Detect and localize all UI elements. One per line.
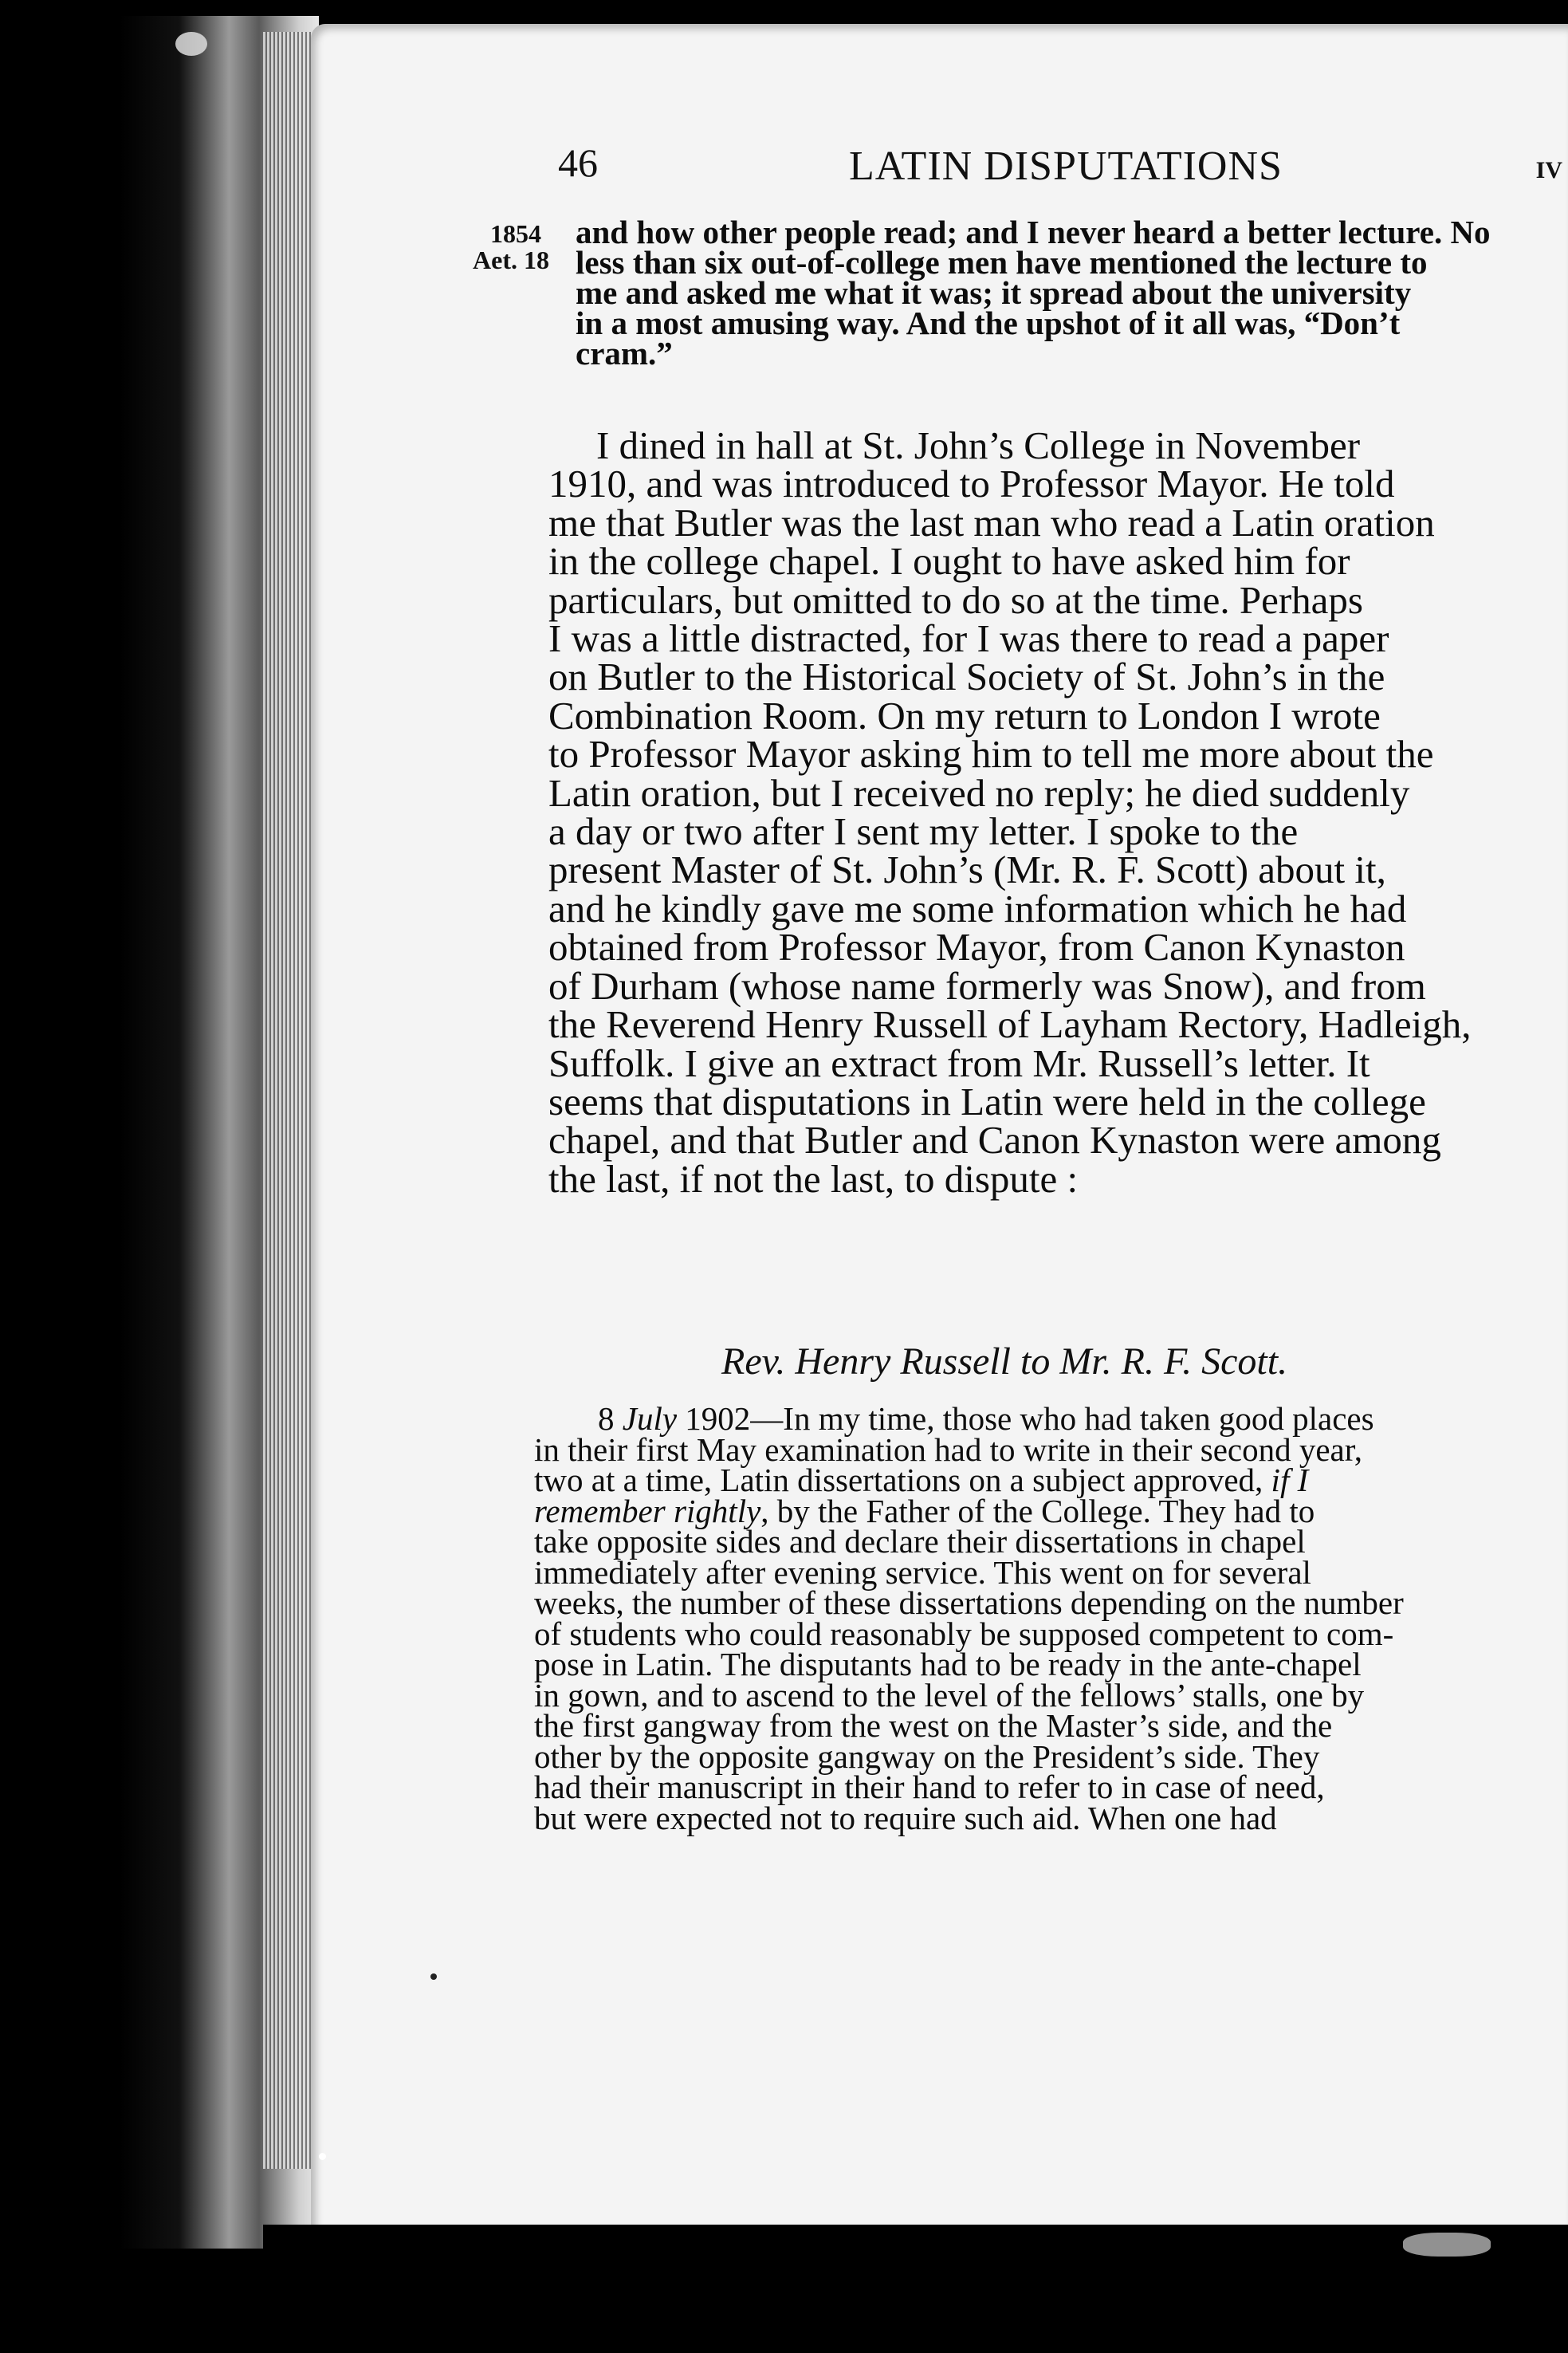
scan-artifact bbox=[175, 32, 207, 56]
paragraph-main bbox=[548, 423, 1553, 1201]
paragraph-letter bbox=[534, 1400, 1542, 1836]
text-line: the last, if not the last, to dispute : bbox=[548, 1156, 1079, 1201]
text-line: chapel, and that Butler and Canon Kynaston were among bbox=[548, 1118, 1441, 1163]
text-line: 1910, and was introduced to Professor Mayor. He told bbox=[548, 462, 1395, 506]
date-day: 8 bbox=[598, 1400, 623, 1437]
paragraph-quote-end bbox=[576, 214, 1564, 372]
text-line: cram.” bbox=[576, 335, 673, 372]
line-text: two at a time, Latin dissertations on a subject approved, bbox=[534, 1462, 1271, 1498]
text-line: weeks, the number of these dissertations depending on the number bbox=[534, 1584, 1404, 1621]
text-line bbox=[534, 1400, 1542, 1437]
text-line: on Butler to the Historical Society of St. John’s in the bbox=[548, 655, 1385, 699]
text-line: a day or two after I sent my letter. I spoke to the bbox=[548, 809, 1299, 854]
page-stack-edge bbox=[263, 32, 311, 2169]
scan-bottom-margin bbox=[263, 2225, 1568, 2353]
text-line: the Reverend Henry Russell of Layham Rectory, Hadleigh, bbox=[548, 1002, 1472, 1047]
italic-text: remember rightly bbox=[534, 1492, 761, 1529]
text-line: the first gangway from the west on the Master’s side, and the bbox=[534, 1707, 1333, 1744]
line-text: , by the Father of the College. They had to bbox=[760, 1492, 1315, 1529]
margin-year: 1854 bbox=[490, 219, 541, 248]
text-line: had their manuscript in their hand to refer to in case of need, bbox=[534, 1769, 1325, 1805]
text-line: obtained from Professor Mayor, from Canon Kynaston bbox=[548, 925, 1405, 970]
text-line: seems that disputations in Latin were held in the college bbox=[548, 1079, 1426, 1123]
page-number: 46 bbox=[558, 140, 598, 185]
text-line bbox=[534, 1462, 1542, 1498]
text-line: particulars, but omitted to do so at the time. Perhaps bbox=[548, 577, 1363, 622]
text-line: I was a little distracted, for I was there to read a paper bbox=[548, 616, 1389, 661]
text-line: immediately after evening service. This went on for several bbox=[534, 1553, 1311, 1591]
chapter-number: IV bbox=[1535, 157, 1562, 183]
text-line: less than six out-of-college men have mentioned the lecture to bbox=[576, 244, 1428, 281]
text-line bbox=[534, 1492, 1542, 1529]
text-line: other by the opposite gangway on the President’s side. They bbox=[534, 1737, 1320, 1775]
letter-heading: Rev. Henry Russell to Mr. R. F. Scott. bbox=[721, 1340, 1288, 1383]
text-line: Combination Room. On my return to London I wrote bbox=[548, 693, 1381, 738]
text-line: but were expected not to require such aid. When one had bbox=[534, 1799, 1277, 1836]
scan-artifact bbox=[1403, 2233, 1491, 2257]
scan-speck bbox=[319, 2153, 326, 2160]
scan-speck bbox=[430, 1973, 437, 1980]
line-text: 1902—In my time, those who had taken good places bbox=[677, 1400, 1374, 1437]
text-line: in gown, and to ascend to the level of the fellows’ stalls, one by bbox=[534, 1676, 1365, 1714]
text-line: me that Butler was the last man who read a Latin oration bbox=[548, 500, 1435, 545]
text-line: me and asked me what it was; it spread about the university bbox=[576, 274, 1412, 311]
running-title: LATIN DISPUTATIONS bbox=[849, 144, 1283, 189]
text-line: Latin oration, but I received no reply; he died suddenly bbox=[548, 770, 1410, 815]
text-line: take opposite sides and declare their dissertations in chapel bbox=[534, 1523, 1306, 1560]
date-month: July bbox=[622, 1400, 678, 1437]
text-line: in the college chapel. I ought to have asked him for bbox=[548, 539, 1350, 584]
text-line: to Professor Mayor asking him to tell me more about the bbox=[548, 732, 1434, 777]
page-header bbox=[558, 140, 1562, 203]
text-line: of Durham (whose name formerly was Snow), and from bbox=[548, 963, 1426, 1008]
italic-text: if I bbox=[1271, 1462, 1309, 1498]
margin-age: Aet. 18 bbox=[473, 246, 549, 274]
text-line: and how other people read; and I never heard a better lecture. No bbox=[576, 214, 1491, 250]
text-line: in a most amusing way. And the upshot of it all was, “Don’t bbox=[576, 305, 1401, 341]
text-line: Suffolk. I give an extract from Mr. Russell’s letter. It bbox=[548, 1041, 1370, 1085]
text-line: pose in Latin. The disputants had to be ready in the ante-chapel bbox=[534, 1646, 1362, 1682]
text-line: of students who could reasonably be supposed competent to com- bbox=[534, 1615, 1394, 1652]
text-line: in their first May examination had to write in their second year, bbox=[534, 1430, 1362, 1468]
text-line: I dined in hall at St. John’s College in November bbox=[596, 423, 1361, 467]
text-line: and he kindly gave me some information which he had bbox=[548, 886, 1407, 931]
text-line: present Master of St. John’s (Mr. R. F. Scott) about it, bbox=[548, 848, 1386, 892]
